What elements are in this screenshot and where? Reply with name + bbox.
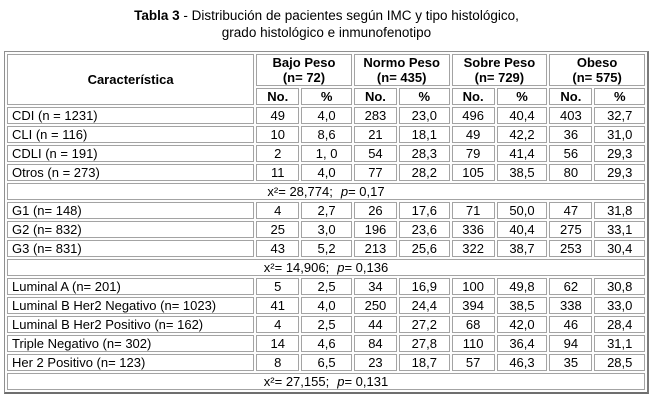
value-cell: 336: [452, 221, 495, 238]
value-cell: 250: [354, 297, 397, 314]
chi-square-cell: [7, 373, 645, 390]
value-cell: 25,6: [399, 240, 449, 257]
value-cell: 18,1: [399, 126, 449, 143]
row-label: CDI (n = 1231): [7, 107, 254, 124]
value-cell: 29,3: [594, 145, 645, 162]
row-label: Her 2 Positivo (n= 123): [7, 354, 254, 371]
subheader-pct: %: [497, 88, 547, 105]
subheader-pct: %: [594, 88, 645, 105]
table-title: [0, 7, 653, 41]
value-cell: 46,3: [497, 354, 547, 371]
header-group-obeso: [549, 54, 645, 86]
value-cell: 30,8: [594, 278, 645, 295]
value-cell: 84: [354, 335, 397, 352]
value-cell: 253: [549, 240, 592, 257]
value-cell: 17,6: [399, 202, 449, 219]
table-row-triple-negativo: [7, 335, 645, 352]
header-group-row: [7, 54, 645, 86]
stat-row-grado-histologico: [7, 259, 645, 276]
value-cell: 110: [452, 335, 495, 352]
value-cell: 36,4: [497, 335, 547, 352]
table-row-g2: [7, 221, 645, 238]
value-cell: 21: [354, 126, 397, 143]
value-cell: 18,7: [399, 354, 449, 371]
value-cell: 4,0: [301, 297, 351, 314]
table-row-cdli: [7, 145, 645, 162]
group-label: Normo Peso: [363, 55, 440, 70]
value-cell: 5: [256, 278, 299, 295]
value-cell: 50,0: [497, 202, 547, 219]
group-n: (n= 435): [376, 70, 427, 85]
value-cell: 1, 0: [301, 145, 351, 162]
p-value: = 0,17: [348, 184, 385, 199]
value-cell: 49: [256, 107, 299, 124]
value-cell: 44: [354, 316, 397, 333]
value-cell: 41,4: [497, 145, 547, 162]
row-label: Luminal B Her2 Positivo (n= 162): [7, 316, 254, 333]
subheader-no: No.: [549, 88, 592, 105]
table-row-luminal-b-her2-positivo: [7, 316, 645, 333]
chi-square-value: x²= 14,906;: [263, 260, 330, 275]
value-cell: 54: [354, 145, 397, 162]
row-label: Luminal A (n= 201): [7, 278, 254, 295]
table-row-g3: [7, 240, 645, 257]
value-cell: 4,0: [301, 164, 351, 181]
table-row-otros: [7, 164, 645, 181]
value-cell: 275: [549, 221, 592, 238]
group-n: (n= 575): [572, 70, 622, 85]
value-cell: 33,0: [594, 297, 645, 314]
table-row-cli: [7, 126, 645, 143]
value-cell: 27,2: [399, 316, 449, 333]
header-caracteristica: Característica: [7, 54, 254, 105]
group-label: Sobre Peso: [463, 55, 536, 70]
value-cell: 23,0: [399, 107, 449, 124]
value-cell: 43: [256, 240, 299, 257]
value-cell: 213: [354, 240, 397, 257]
p-symbol: p: [340, 184, 349, 199]
value-cell: 38,5: [497, 297, 547, 314]
value-cell: 105: [452, 164, 495, 181]
chi-square-cell: [7, 259, 645, 276]
value-cell: 28,5: [594, 354, 645, 371]
value-cell: 29,3: [594, 164, 645, 181]
table-row-g1: [7, 202, 645, 219]
value-cell: 33,1: [594, 221, 645, 238]
row-label: CDLI (n = 191): [7, 145, 254, 162]
p-value: = 0,136: [344, 260, 389, 275]
group-label: Obeso: [576, 55, 618, 70]
value-cell: 94: [549, 335, 592, 352]
header-group-bajo-peso: [256, 54, 352, 86]
value-cell: 2: [256, 145, 299, 162]
chi-square-value: x²= 27,155;: [263, 374, 330, 389]
value-cell: 283: [354, 107, 397, 124]
value-cell: 35: [549, 354, 592, 371]
value-cell: 8: [256, 354, 299, 371]
row-label: G1 (n= 148): [7, 202, 254, 219]
value-cell: 68: [452, 316, 495, 333]
table-row-cdi: [7, 107, 645, 124]
row-label: Triple Negativo (n= 302): [7, 335, 254, 352]
subheader-pct: %: [301, 88, 351, 105]
value-cell: 57: [452, 354, 495, 371]
value-cell: 32,7: [594, 107, 645, 124]
group-n: (n= 72): [282, 70, 326, 85]
value-cell: 16,9: [399, 278, 449, 295]
value-cell: 62: [549, 278, 592, 295]
value-cell: 28,4: [594, 316, 645, 333]
value-cell: 2,5: [301, 278, 351, 295]
value-cell: 2,5: [301, 316, 351, 333]
value-cell: 5,2: [301, 240, 351, 257]
table-title-number: Tabla 3: [134, 8, 180, 23]
value-cell: 30,4: [594, 240, 645, 257]
value-cell: 394: [452, 297, 495, 314]
value-cell: 24,4: [399, 297, 449, 314]
subheader-no: No.: [452, 88, 495, 105]
row-label: Otros (n = 273): [7, 164, 254, 181]
table-row-luminal-a: [7, 278, 645, 295]
value-cell: 56: [549, 145, 592, 162]
value-cell: 196: [354, 221, 397, 238]
value-cell: 4,6: [301, 335, 351, 352]
value-cell: 71: [452, 202, 495, 219]
value-cell: 25: [256, 221, 299, 238]
value-cell: 31,0: [594, 126, 645, 143]
value-cell: 8,6: [301, 126, 351, 143]
header-group-sobre-peso: [452, 54, 548, 86]
value-cell: 31,1: [594, 335, 645, 352]
value-cell: 11: [256, 164, 299, 181]
table-title-text: - Distribución de pacientes según IMC y tipo histológico,: [179, 8, 519, 23]
value-cell: 6,5: [301, 354, 351, 371]
value-cell: 4: [256, 202, 299, 219]
value-cell: 38,7: [497, 240, 547, 257]
value-cell: 10: [256, 126, 299, 143]
value-cell: 4: [256, 316, 299, 333]
value-cell: 4,0: [301, 107, 351, 124]
value-cell: 322: [452, 240, 495, 257]
value-cell: 77: [354, 164, 397, 181]
stat-row-tipo-histologico: [7, 183, 645, 200]
imc-distribution-table: [4, 51, 649, 394]
value-cell: 47: [549, 202, 592, 219]
stat-row-inmunofenotipo: [7, 373, 645, 390]
subheader-pct: %: [399, 88, 449, 105]
p-symbol: p: [337, 374, 345, 389]
value-cell: 36: [549, 126, 592, 143]
row-label: G2 (n= 832): [7, 221, 254, 238]
value-cell: 49: [452, 126, 495, 143]
value-cell: 42,2: [497, 126, 547, 143]
value-cell: 28,2: [399, 164, 449, 181]
group-label: Bajo Peso: [272, 55, 336, 70]
value-cell: 28,3: [399, 145, 449, 162]
row-label: G3 (n= 831): [7, 240, 254, 257]
row-label: CLI (n = 116): [7, 126, 254, 143]
value-cell: 26: [354, 202, 397, 219]
subheader-no: No.: [354, 88, 397, 105]
value-cell: 23,6: [399, 221, 449, 238]
value-cell: 100: [452, 278, 495, 295]
value-cell: 2,7: [301, 202, 351, 219]
table-row-her2-positivo: [7, 354, 645, 371]
value-cell: 49,8: [497, 278, 547, 295]
p-symbol: p: [337, 260, 345, 275]
value-cell: 80: [549, 164, 592, 181]
chi-square-cell: [7, 183, 645, 200]
value-cell: 27,8: [399, 335, 449, 352]
value-cell: 23: [354, 354, 397, 371]
value-cell: 38,5: [497, 164, 547, 181]
table-title-line2: grado histológico e inmunofenotipo: [221, 25, 432, 40]
header-group-normo-peso: [354, 54, 450, 86]
value-cell: 41: [256, 297, 299, 314]
value-cell: 34: [354, 278, 397, 295]
value-cell: 403: [549, 107, 592, 124]
value-cell: 42,0: [497, 316, 547, 333]
p-value: = 0,131: [344, 374, 389, 389]
value-cell: 79: [452, 145, 495, 162]
value-cell: 14: [256, 335, 299, 352]
value-cell: 46: [549, 316, 592, 333]
chi-square-value: x²= 28,774;: [267, 184, 333, 199]
value-cell: 3,0: [301, 221, 351, 238]
table-row-luminal-b-her2-negativo: [7, 297, 645, 314]
value-cell: 338: [549, 297, 592, 314]
value-cell: 496: [452, 107, 495, 124]
value-cell: 31,8: [594, 202, 645, 219]
value-cell: 40,4: [497, 107, 547, 124]
value-cell: 40,4: [497, 221, 547, 238]
subheader-no: No.: [256, 88, 299, 105]
row-label: Luminal B Her2 Negativo (n= 1023): [7, 297, 254, 314]
group-n: (n= 729): [474, 70, 525, 85]
